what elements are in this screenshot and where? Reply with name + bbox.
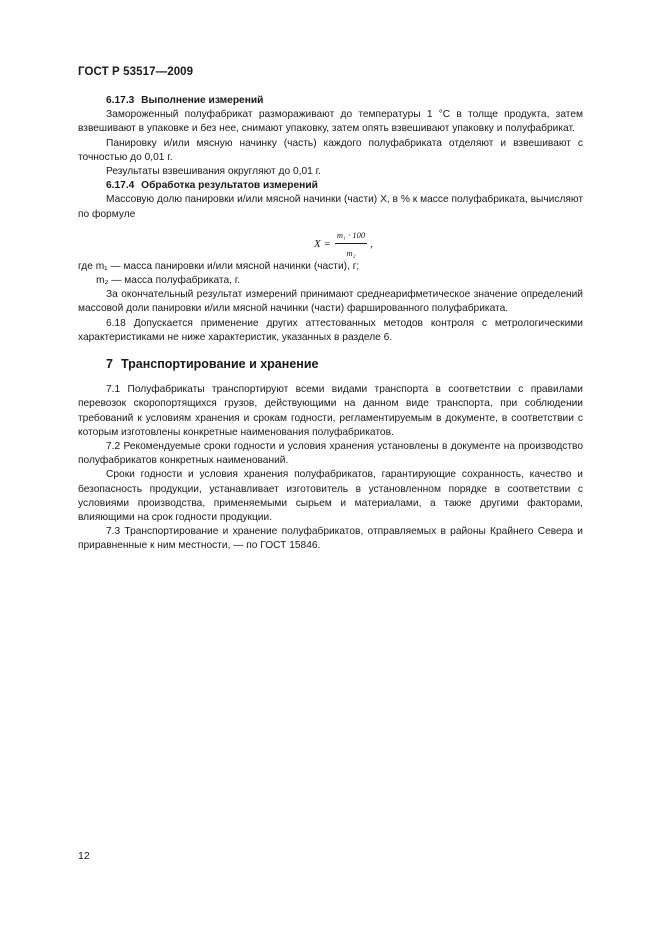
formula-lhs: X =: [314, 237, 331, 250]
paragraph: 7.1 Полуфабрикаты транспортируют всеми видами транспорта в соответствии с правилами перевозок скоропортящихся грузов, действующими на данном виде транспорта, при соблюдении требований к условиям хранения и срокам годности, регламентируемым в документе, в соответствии с которым изготовлены конкретные наименования полуфабрикатов.: [78, 384, 583, 438]
paragraph: За окончательный результат измерений принимают среднеарифметическое значение определений массовой доли панировки и/или мясной начинки (части) фаршированного полуфабриката.: [78, 289, 583, 315]
formula-legend-line: m₂ — масса полуфабриката, г.: [96, 275, 241, 287]
paragraph: Результаты взвешивания округляют до 0,01 г.: [106, 166, 321, 178]
subsection-number: 6.17.3: [106, 95, 135, 106]
paragraph: 7.2 Рекомендуемые сроки годности и условия хранения установлены в документе на производство полуфабрикатов конкретных наименований.: [78, 441, 583, 467]
subsection-title: Выполнение измерений: [141, 95, 264, 106]
paragraph: Замороженный полуфабрикат размораживают до температуры 1 °С в толще продукта, затем взвешивают в упаковке и без нее, снимают упаковку, затем опять взвешивают упаковку и полуфабрикат.: [78, 109, 583, 135]
paragraph: Сроки годности и условия хранения полуфабрикатов, гарантирующие сохранность, качество и безопасность продукции, устанавливает изготовитель в установленном порядке в соответствии с условиями производства, применяемыми сырьем и материалами, а также другими факторами, влияющими на срок годности продукции.: [78, 469, 583, 524]
formula-denominator: m₂: [346, 248, 356, 259]
formula-fraction: [335, 228, 367, 260]
paragraph: 6.18 Допускается применение других аттестованных методов контроля с метрологическими характеристиками не ниже характеристик, указанных в разделе 6.: [78, 317, 583, 343]
document-header: ГОСТ Р 53517—2009: [78, 66, 194, 78]
formula-numerator: m₁ · 100: [335, 228, 367, 244]
section-heading-7: [78, 357, 583, 371]
paragraph: 7.3 Транспортирование и хранение полуфабрикатов, отправляемых в районы Крайнего Севера и приравненные к ним местности, — по ГОСТ 15846.: [78, 526, 583, 552]
formula: [314, 228, 373, 260]
paragraph: Массовую долю панировки и/или мясной начинки (части) X, в % к массе полуфабриката, вычисляют по формуле: [78, 194, 583, 220]
subsection-heading-6-17-3: [78, 94, 583, 108]
document-body: [78, 94, 583, 554]
subsection-heading-6-17-4: [78, 179, 583, 193]
subsection-title: Обработка результатов измерений: [141, 180, 318, 192]
section-title: Транспортирование и хранение: [120, 357, 319, 372]
formula-block: [78, 224, 583, 260]
formula-legend-line: где m₁ — масса панировки и/или мясной начинки (части), г;: [78, 260, 360, 272]
subsection-number: 6.17.4: [106, 180, 135, 192]
paragraph: Панировку и/или мясную начинку (часть) каждого полуфабриката отделяют и взвешивают с точностью до 0,01 г.: [78, 137, 583, 163]
section-number: 7: [106, 357, 113, 372]
page-number: 12: [78, 850, 90, 862]
formula-trailing-punctuation: ,: [370, 237, 373, 250]
